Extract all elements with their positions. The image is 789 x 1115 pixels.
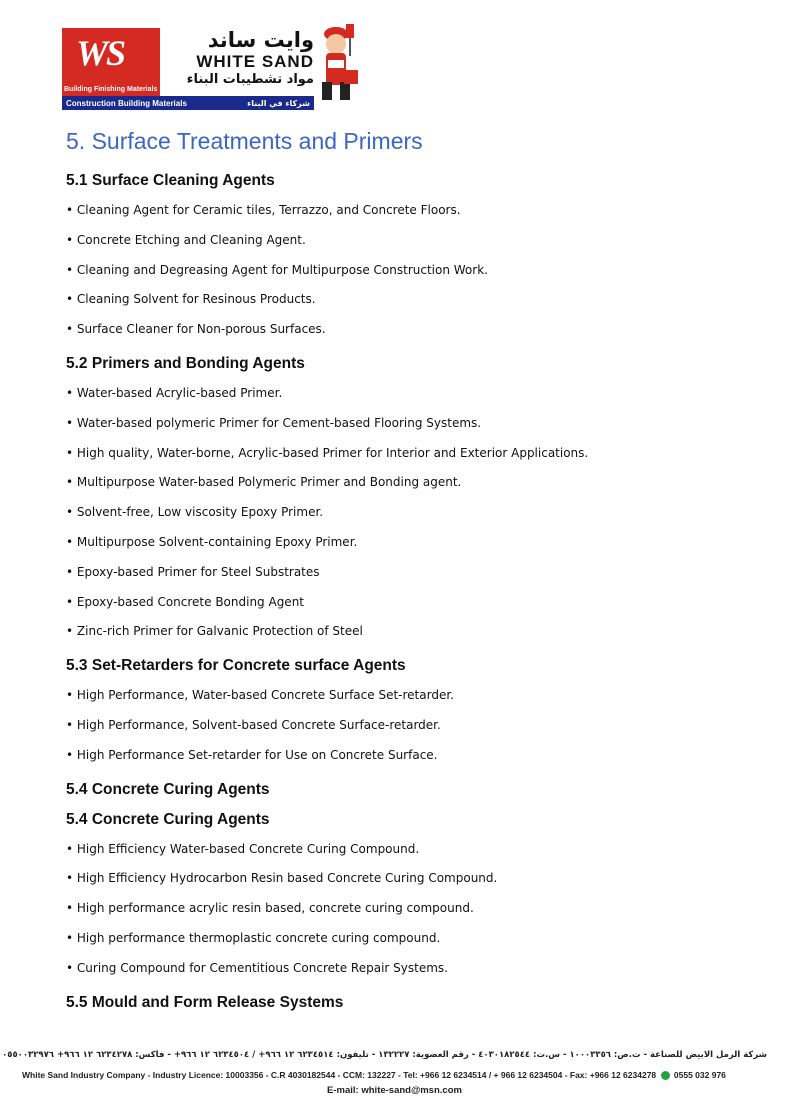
list-item: • Zinc-rich Primer for Galvanic Protection of Steel [66,617,756,647]
list-item: • Epoxy-based Primer for Steel Substrates [66,558,756,588]
list-item: • Water-based polymeric Primer for Cement-based Flooring Systems. [66,409,756,439]
logo-english-name: WHITE SAND [196,52,314,71]
logo-banner-left: Construction Building Materials [66,98,187,108]
list-item: • Surface Cleaner for Non-porous Surfaces. [66,315,756,345]
section [66,655,756,770]
list-item: • Solvent-free, Low viscosity Epoxy Primer. [66,498,756,528]
logo-red-box [62,28,160,96]
section-heading: 5.5 Mould and Form Release Systems [66,993,344,1011]
list-item: • Cleaning Solvent for Resinous Products. [66,285,756,315]
footer-arabic-line: شركة الرمل الابيض للصناعة - ت.ص: ١٠٠٠٣٣٥٦ - س.ت: ٤٠٣٠١٨٢٥٤٤ - رقم العضوية: ١٣٢٢٢٧ - تليفون: ٦٢٣٤٥١٤ ١٢ ٩٦٦+ / ٦٢٣٤٥٠٤ ١٢ ٩٦٦+ - فاكس: ٦٢٣٤٢٧٨ ١٢ ٩٦٦+ ٠٥٥٠٠٣٢٩٧٦ [2,1050,767,1060]
footer-english-line: White Sand Industry Company - Industry Licence: 10003356 - C.R 4030182544 - CCM: 132227 - Tel: +966 12 6234514 / + 966 12 6234504 - Fax: +966 12 6234278 0555 032 976 [22,1070,726,1080]
whatsapp-icon [661,1071,670,1080]
list-item: • High Efficiency Hydrocarbon Resin based Concrete Curing Compound. [66,864,756,894]
list-item: • Multipurpose Solvent-containing Epoxy Primer. [66,528,756,558]
list-item: • Multipurpose Water-based Polymeric Primer and Bonding agent. [66,468,756,498]
logo-banner-right: شركاء في البناء [247,98,310,108]
section [66,779,756,801]
logo-banner [62,96,314,110]
bullet-list [66,681,756,770]
section [66,992,756,1014]
list-item: • High Performance Set-retarder for Use on Concrete Surface. [66,741,756,771]
list-item: • High quality, Water-borne, Acrylic-based Primer for Interior and Exterior Applications. [66,439,756,469]
list-item: • Concrete Etching and Cleaning Agent. [66,226,756,256]
section [66,353,756,647]
section-heading: 5.1 Surface Cleaning Agents [66,172,275,189]
list-item: • High Efficiency Water-based Concrete Curing Compound. [66,835,756,865]
section-heading: 5.4 Concrete Curing Agents [66,780,270,798]
section-heading: 5.2 Primers and Bonding Agents [66,354,305,372]
content-area [66,170,756,1022]
logo-initials: WS [76,33,125,73]
list-item: • Water-based Acrylic-based Primer. [66,379,756,409]
list-item: • High Performance, Solvent-based Concrete Surface-retarder. [66,711,756,741]
logo-arabic-tagline: مواد تشطيبات البناء [186,72,314,87]
list-item: • Cleaning and Degreasing Agent for Multipurpose Construction Work. [66,256,756,286]
section-heading: 5.4 Concrete Curing Agents [66,810,270,828]
page-title: 5. Surface Treatments and Primers [66,128,423,154]
footer-whatsapp: 0555 032 976 [673,1070,726,1080]
footer-email: E-mail: white-sand@msn.com [327,1085,462,1096]
list-item: • High Performance, Water-based Concrete Surface Set-retarder. [66,681,756,711]
list-item: • High performance acrylic resin based, concrete curing compound. [66,894,756,924]
bullet-list [66,196,756,345]
logo-subtitle: Building Finishing Materials [64,86,158,93]
list-item: • High performance thermoplastic concrete curing compound. [66,924,756,954]
mascot-painter-icon [310,20,362,106]
list-item: • Cleaning Agent for Ceramic tiles, Terrazzo, and Concrete Floors. [66,196,756,226]
bullet-list [66,835,756,984]
company-logo [62,20,362,112]
section-heading: 5.3 Set-Retarders for Concrete surface Agents [66,657,406,675]
list-item: • Curing Compound for Cementitious Concrete Repair Systems. [66,954,756,984]
logo-arabic-name: وايت ساند [207,28,314,52]
section [66,809,756,984]
bullet-list [66,379,756,647]
section [66,170,756,345]
list-item: • Epoxy-based Concrete Bonding Agent [66,588,756,618]
